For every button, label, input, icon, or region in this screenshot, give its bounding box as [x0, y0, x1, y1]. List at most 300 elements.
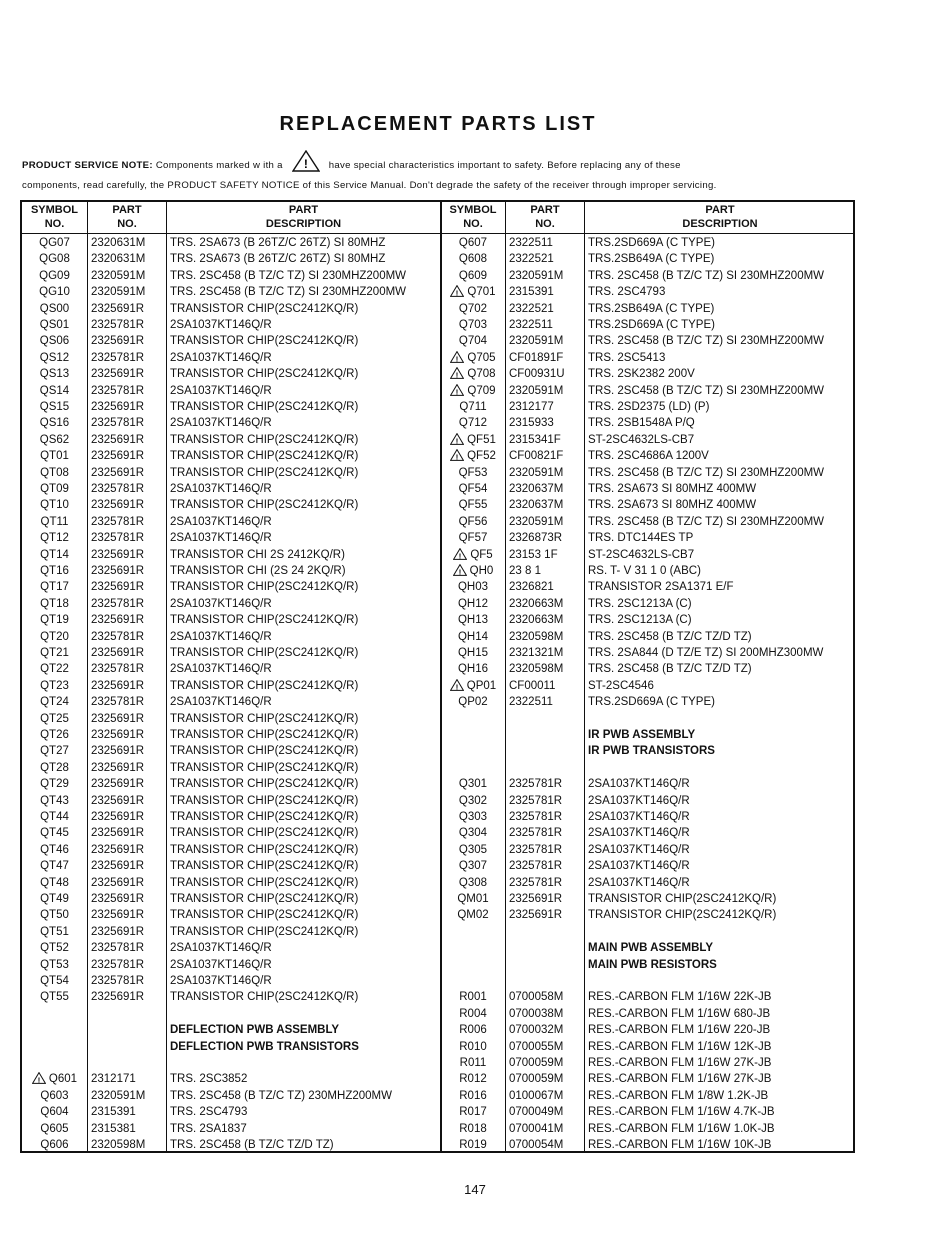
part-no-cell: 2322511: [509, 696, 553, 709]
part-no-cell: 2325691R: [91, 909, 145, 922]
part-no-cell: 2325781R: [91, 384, 145, 397]
part-no-cell: 2325691R: [91, 368, 145, 381]
svg-text:!: !: [456, 354, 459, 363]
symbol-cell: [441, 1121, 505, 1137]
symbol-text: QS06: [39, 335, 70, 348]
part-no-cell: 2325781R: [91, 597, 145, 610]
symbol-text: QG07: [39, 237, 70, 249]
table-row: [22, 825, 853, 841]
part-no-cell: 2325781R: [91, 319, 145, 331]
table-row: [22, 366, 853, 382]
table-row: [22, 383, 853, 399]
description-cell: 2SA1037KT146Q/R: [170, 483, 272, 495]
symbol-text: QM02: [457, 909, 489, 922]
symbol-text: QT12: [40, 532, 69, 545]
symbol-text: QT25: [40, 712, 69, 725]
description-cell: 2SA1037KT146Q/R: [588, 843, 690, 856]
description-cell: 2SA1037KT146Q/R: [170, 597, 272, 610]
symbol-text: QT50: [40, 909, 69, 922]
section-heading: DEFLECTION PWB TRANSISTORS: [170, 1040, 359, 1053]
note-label: PRODUCT SERVICE NOTE:: [22, 160, 153, 171]
symbol-text: QG10: [39, 286, 70, 299]
part-no-cell: 2325691R: [91, 860, 145, 873]
part-no-cell: 2325691R: [91, 581, 145, 594]
table-row: [22, 678, 853, 694]
description-cell: TRANSISTOR CHIP(2SC2412KQ/R): [170, 647, 359, 659]
header-symbol-no-right: SYMBOL NO.: [449, 204, 497, 230]
part-no-cell: 0700054M: [509, 1139, 564, 1151]
symbol-text: QS62: [39, 433, 70, 446]
part-no-cell: 2325691R: [91, 827, 145, 840]
table-row: [22, 1071, 853, 1087]
symbol-text: Q708: [467, 368, 496, 381]
symbol-text: QF53: [458, 466, 488, 479]
symbol-text: QH16: [457, 663, 489, 676]
table-row: [22, 1055, 853, 1071]
description-cell: RES.-CARBON FLM 1/16W 10K-JB: [588, 1139, 772, 1151]
symbol-text: QT17: [40, 581, 69, 594]
description-cell: TRS. 2SC3852: [170, 1073, 248, 1086]
table-row: [22, 268, 853, 284]
table-row: [22, 465, 853, 481]
symbol-cell: [441, 776, 505, 792]
description-cell: TRANSISTOR CHIP(2SC2412KQ/R): [170, 794, 359, 807]
symbol-text: R017: [459, 1106, 487, 1119]
symbol-text: R001: [459, 991, 487, 1004]
part-no-cell: 0700049M: [509, 1106, 564, 1119]
description-cell: TRANSISTOR 2SA1371 E/F: [588, 581, 734, 594]
part-no-cell: 2325781R: [509, 827, 563, 840]
table-row: [22, 514, 853, 530]
symbol-text: Q609: [458, 269, 488, 282]
part-no-cell: 2325691R: [91, 450, 145, 463]
description-cell: 2SA1037KT146Q/R: [588, 794, 690, 807]
note-line-2: components, read carefully, the PRODUCT SAFETY NOTICE of this Service Manual. Don't degrade the safety of the receiver through improper servicing.: [22, 180, 717, 191]
symbol-text: QS16: [39, 417, 70, 430]
symbol-cell: [441, 612, 505, 628]
symbol-cell: [441, 497, 505, 513]
symbol-text: QT28: [40, 761, 69, 774]
table-row: [22, 1137, 853, 1153]
description-cell: 2SA1037KT146Q/R: [170, 975, 272, 987]
symbol-text: QS15: [39, 401, 70, 413]
section-heading: DEFLECTION PWB ASSEMBLY: [170, 1024, 340, 1037]
symbol-cell: [441, 399, 505, 415]
part-no-cell: CF00011: [509, 679, 556, 692]
table-row: [22, 563, 853, 579]
section-heading: MAIN PWB RESISTORS: [588, 958, 717, 971]
part-no-cell: 2325691R: [91, 761, 145, 774]
description-cell: 2SA1037KT146Q/R: [588, 778, 690, 791]
symbol-text: Q606: [40, 1139, 69, 1151]
symbol-cell: [441, 1055, 505, 1071]
part-no-cell: 2320598M: [509, 630, 564, 643]
table-row: [22, 481, 853, 497]
part-no-cell: 2325781R: [509, 778, 563, 791]
description-cell: RES.-CARBON FLM 1/16W 27K-JB: [588, 1057, 772, 1069]
description-cell: TRANSISTOR CHIP(2SC2412KQ/R): [170, 745, 359, 758]
description-cell: TRS. 2SC458 (B TZ/C TZ/D TZ): [588, 663, 752, 676]
description-cell: TRS. 2SC458 (B TZ/C TZ) SI 230MHZ200MW: [588, 384, 825, 397]
part-no-cell: 2320631M: [91, 253, 146, 266]
description-cell: TRANSISTOR CHI (2S 24 2KQ/R): [170, 565, 346, 577]
description-cell: TRS. 2SA673 SI 80MHZ 400MW: [588, 499, 757, 512]
svg-text:!: !: [459, 550, 462, 560]
description-cell: TRANSISTOR CHIP(2SC2412KQ/R): [170, 827, 359, 840]
description-cell: TRANSISTOR CHIP(2SC2412KQ/R): [170, 925, 359, 938]
table-row: [22, 776, 853, 792]
description-cell: TRS. 2SK2382 200V: [588, 368, 695, 381]
symbol-cell: [441, 842, 505, 858]
symbol-text: QT43: [40, 794, 69, 807]
part-no-cell: CF00821F: [509, 450, 564, 463]
symbol-text: QT01: [40, 450, 69, 463]
description-cell: TRANSISTOR CHIP(2SC2412KQ/R): [170, 466, 359, 479]
symbol-text: QG09: [39, 269, 70, 282]
table-row: [22, 350, 853, 366]
table-row: [22, 612, 853, 628]
part-no-cell: 23 8 1: [509, 565, 541, 577]
safety-warning-triangle-icon: [450, 449, 464, 461]
table-row: [22, 547, 853, 563]
table-row: [22, 333, 853, 349]
part-no-cell: 2325781R: [509, 794, 563, 807]
section-heading: IR PWB ASSEMBLY: [588, 729, 696, 741]
description-cell: ST-2SC4632LS-CB7: [588, 548, 695, 561]
symbol-text: QT24: [40, 696, 69, 709]
part-no-cell: 2325781R: [509, 876, 563, 889]
symbol-text: QT46: [40, 843, 69, 856]
part-no-cell: 2320591M: [509, 269, 564, 282]
description-cell: ST-2SC4546: [588, 679, 654, 692]
part-no-cell: 2325691R: [91, 302, 145, 315]
part-no-cell: 2325691R: [91, 565, 145, 577]
page-title: REPLACEMENT PARTS LIST: [279, 113, 597, 135]
table-row: [22, 809, 853, 825]
svg-text:!: !: [455, 436, 459, 445]
description-cell: TRS. 2SB1548A P/Q: [588, 417, 695, 430]
part-no-cell: 2312177: [509, 401, 554, 413]
header-part-no: PART NO.: [112, 204, 142, 230]
safety-warning-triangle-icon: [450, 367, 464, 379]
table-row: [22, 661, 853, 677]
table-row: [22, 957, 853, 973]
symbol-text: Q301: [458, 778, 488, 791]
part-no-cell: 2325691R: [91, 729, 145, 741]
description-cell: 2SA1037KT146Q/R: [170, 696, 272, 709]
part-no-cell: 2320637M: [509, 499, 564, 512]
table-row: [22, 760, 853, 776]
part-no-cell: 2322521: [509, 302, 554, 315]
symbol-text: QP02: [458, 696, 488, 709]
description-cell: TRANSISTOR CHIP(2SC2412KQ/R): [170, 302, 359, 315]
symbol-text: R019: [459, 1139, 487, 1151]
part-no-cell: 2325781R: [91, 417, 145, 430]
table-row: [22, 399, 853, 415]
part-no-cell: CF00931U: [509, 368, 565, 381]
part-no-cell: 2325781R: [509, 811, 563, 823]
symbol-cell: [441, 268, 505, 284]
symbol-cell: [441, 432, 505, 448]
symbol-cell: [441, 481, 505, 497]
symbol-cell: [441, 1039, 505, 1055]
symbol-cell: [441, 875, 505, 891]
description-cell: 2SA1037KT146Q/R: [170, 630, 272, 643]
symbol-text: QT45: [40, 827, 69, 840]
description-cell: RES.-CARBON FLM 1/16W 1.0K-JB: [588, 1122, 775, 1135]
description-cell: TRANSISTOR CHIP(2SC2412KQ/R): [170, 433, 359, 446]
symbol-text: QF56: [458, 515, 488, 528]
safety-warning-triangle-icon: [450, 384, 464, 396]
symbol-text: QS13: [39, 368, 70, 381]
part-no-cell: 2320591M: [91, 1089, 146, 1102]
header-part-description-right: PART DESCRIPTION: [682, 204, 758, 230]
symbol-text: QT47: [40, 860, 69, 873]
symbol-text: Q709: [467, 384, 496, 397]
symbol-text: QH0: [469, 565, 494, 577]
symbol-text: Q305: [458, 843, 488, 856]
symbol-text: QT29: [40, 778, 69, 791]
symbol-cell: [441, 825, 505, 841]
symbol-text: R016: [459, 1089, 487, 1102]
symbol-cell: [441, 317, 505, 333]
part-no-cell: 2320591M: [509, 466, 564, 479]
table-row: [22, 530, 853, 546]
symbol-text: Q607: [458, 237, 488, 249]
part-no-cell: 2312171: [91, 1073, 136, 1086]
table-row: [22, 907, 853, 923]
part-no-cell: 2325691R: [91, 893, 145, 905]
part-no-cell: 0700032M: [509, 1024, 564, 1037]
symbol-cell: [441, 1137, 505, 1153]
description-cell: TRS. 2SA673 (B 26TZ/C 26TZ) SI 80MHZ: [170, 253, 386, 266]
part-no-cell: 2320591M: [509, 335, 564, 348]
symbol-cell: [441, 661, 505, 677]
symbol-cell: [441, 629, 505, 645]
description-cell: TRS. 2SC458 (B TZ/C TZ) SI 230MHZ200MW: [588, 335, 825, 348]
table-row: [22, 989, 853, 1005]
symbol-text: R018: [459, 1122, 487, 1135]
description-cell: 2SA1037KT146Q/R: [170, 663, 272, 676]
description-cell: TRANSISTOR CHIP(2SC2412KQ/R): [170, 909, 359, 922]
symbol-text: QT11: [40, 515, 69, 528]
note-text-pre: Components marked w ith a: [155, 160, 283, 171]
symbol-cell: [441, 596, 505, 612]
part-no-cell: 0700038M: [509, 1007, 564, 1020]
symbol-cell: [441, 1071, 505, 1087]
symbol-text: QT18: [40, 597, 69, 610]
svg-text:!: !: [37, 1075, 41, 1085]
table-row: [22, 875, 853, 891]
part-no-cell: 2325781R: [509, 860, 563, 873]
part-no-cell: CF01891F: [509, 351, 564, 364]
symbol-text: QT19: [40, 614, 69, 627]
symbol-text: QT44: [40, 811, 69, 823]
table-row: [22, 711, 853, 727]
table-row: [22, 579, 853, 595]
symbol-cell: [441, 448, 505, 464]
symbol-cell: [441, 465, 505, 481]
symbol-cell: [441, 333, 505, 349]
table-row: [22, 645, 853, 661]
symbol-cell: [441, 383, 505, 399]
page-number: 147: [464, 1182, 486, 1197]
description-cell: TRS. DTC144ES TP: [588, 532, 694, 545]
part-no-cell: 2325781R: [91, 663, 145, 676]
table-row: [22, 448, 853, 464]
description-cell: 2SA1037KT146Q/R: [170, 417, 272, 430]
symbol-cell: [441, 645, 505, 661]
part-no-cell: 2320663M: [509, 597, 564, 610]
description-cell: TRS. 2SA844 (D TZ/E TZ) SI 200MHZ300MW: [588, 647, 824, 659]
description-cell: TRS.2SD669A (C TYPE): [588, 319, 715, 331]
symbol-text: Q701: [467, 286, 496, 299]
part-no-cell: 2325691R: [509, 893, 563, 905]
part-no-cell: 2325691R: [91, 794, 145, 807]
symbol-cell: [441, 284, 505, 300]
header-part-no-right: PART NO.: [530, 204, 560, 230]
part-no-cell: 0100067M: [509, 1089, 564, 1102]
description-cell: TRS.2SD669A (C TYPE): [588, 237, 715, 249]
svg-text:!: !: [455, 452, 459, 462]
symbol-text: QT20: [40, 630, 69, 643]
symbol-text: QF51: [467, 433, 496, 446]
part-no-cell: 2315391: [91, 1106, 136, 1119]
part-no-cell: 2325781R: [91, 942, 145, 955]
table-row: [22, 235, 853, 251]
safety-warning-triangle-icon: [292, 150, 320, 178]
symbol-cell: [441, 301, 505, 317]
symbol-text: QT26: [40, 729, 69, 741]
table-row: [22, 251, 853, 267]
description-cell: TRS. 2SC458 (B TZ/C TZ/D TZ): [588, 630, 752, 643]
description-cell: TRANSISTOR CHIP(2SC2412KQ/R): [588, 893, 777, 905]
symbol-text: Q711: [459, 401, 487, 413]
symbol-text: QT54: [40, 975, 69, 987]
part-no-cell: 2326873R: [509, 532, 563, 545]
symbol-text: R012: [459, 1073, 487, 1086]
part-no-cell: 2320598M: [91, 1139, 146, 1151]
part-no-cell: 0700041M: [509, 1122, 564, 1135]
part-no-cell: 2325691R: [91, 466, 145, 479]
safety-warning-triangle-icon: [450, 679, 464, 691]
symbol-text: QT49: [40, 893, 69, 905]
description-cell: TRANSISTOR CHIP(2SC2412KQ/R): [170, 712, 359, 725]
description-cell: TRANSISTOR CHIP(2SC2412KQ/R): [170, 761, 359, 774]
symbol-text: Q603: [40, 1089, 69, 1102]
part-no-cell: 2320631M: [91, 237, 146, 249]
symbol-text: QT23: [40, 679, 69, 692]
part-no-cell: 0700059M: [509, 1073, 564, 1086]
safety-warning-triangle-icon: [450, 433, 464, 445]
symbol-text: Q308: [458, 876, 488, 889]
symbol-text: R006: [459, 1024, 487, 1037]
description-cell: 2SA1037KT146Q/R: [170, 351, 272, 364]
part-no-cell: 2315391: [509, 286, 554, 299]
table-row: [22, 973, 853, 989]
symbol-text: Q702: [458, 302, 488, 315]
table-row: [22, 1006, 853, 1022]
safety-warning-triangle-icon: [450, 351, 464, 363]
symbol-text: QT53: [40, 958, 69, 971]
symbol-text: QT51: [40, 925, 69, 938]
symbol-cell: [441, 809, 505, 825]
svg-text:!: !: [303, 157, 308, 171]
part-no-cell: 2325691R: [91, 433, 145, 446]
description-cell: TRANSISTOR CHIP(2SC2412KQ/R): [170, 368, 359, 381]
description-cell: TRS. 2SC458 (B TZ/C TZ) SI 230MHZ200MW: [588, 466, 825, 479]
table-row: [22, 727, 853, 743]
symbol-text: Q302: [458, 794, 488, 807]
svg-text:!: !: [456, 370, 459, 380]
description-cell: TRS. 2SA673 (B 26TZ/C 26TZ) SI 80MHZ: [170, 237, 386, 249]
part-no-cell: 2321321M: [509, 647, 564, 659]
symbol-text: Q712: [458, 417, 488, 430]
part-no-cell: 2325691R: [91, 991, 145, 1004]
symbol-text: QS00: [39, 302, 70, 315]
symbol-text: QF54: [458, 483, 488, 495]
part-no-cell: 0700059M: [509, 1057, 564, 1069]
part-no-cell: 2325691R: [91, 614, 145, 627]
symbol-text: Q704: [458, 335, 488, 348]
symbol-cell: [441, 350, 505, 366]
part-no-cell: 2325691R: [91, 925, 145, 938]
description-cell: TRANSISTOR CHIP(2SC2412KQ/R): [170, 729, 359, 741]
table-row: [22, 596, 853, 612]
part-no-cell: 2322511: [509, 237, 553, 249]
description-cell: TRANSISTOR CHI 2S 2412KQ/R): [170, 548, 345, 561]
part-no-cell: 2325781R: [91, 351, 145, 364]
description-cell: TRANSISTOR CHIP(2SC2412KQ/R): [170, 679, 359, 692]
table-row: [22, 497, 853, 513]
symbol-text: QP01: [466, 679, 497, 692]
part-no-cell: 2322521: [509, 253, 554, 266]
symbol-text: QT22: [40, 663, 69, 676]
part-no-cell: 0700058M: [509, 991, 564, 1004]
part-no-cell: 2325781R: [91, 515, 145, 528]
symbol-text: QF57: [458, 532, 488, 545]
symbol-text: QT08: [40, 466, 69, 479]
description-cell: 2SA1037KT146Q/R: [170, 958, 272, 971]
section-heading: IR PWB TRANSISTORS: [588, 745, 715, 758]
description-cell: 2SA1037KT146Q/R: [170, 532, 272, 545]
part-no-cell: 2325691R: [91, 811, 145, 823]
description-cell: TRS. 2SA1837: [170, 1122, 247, 1135]
description-cell: TRANSISTOR CHIP(2SC2412KQ/R): [170, 450, 359, 463]
part-no-cell: 2325691R: [509, 909, 563, 922]
symbol-cell: [441, 1022, 505, 1038]
symbol-text: Q608: [458, 253, 488, 266]
svg-text:!: !: [458, 567, 461, 576]
part-no-cell: 2325691R: [91, 335, 145, 348]
description-cell: TRANSISTOR CHIP(2SC2412KQ/R): [170, 335, 359, 348]
table-row: [22, 432, 853, 448]
description-cell: RES.-CARBON FLM 1/16W 27K-JB: [588, 1073, 772, 1086]
part-no-cell: 2325781R: [91, 532, 145, 545]
table-row: [22, 1104, 853, 1120]
symbol-cell: [441, 563, 505, 579]
header-part-description: PART DESCRIPTION: [265, 204, 342, 230]
description-cell: TRS. 2SC458 (B TZ/C TZ) SI 230MHZ200MW: [588, 515, 825, 528]
part-no-cell: 2320591M: [509, 384, 564, 397]
description-cell: RES.-CARBON FLM 1/16W 22K-JB: [588, 991, 772, 1004]
symbol-text: Q604: [40, 1106, 69, 1119]
symbol-text: QT10: [40, 499, 69, 512]
symbol-cell: [441, 891, 505, 907]
table-row: [22, 743, 853, 759]
description-cell: TRS. 2SC458 (B TZ/C TZ/D TZ): [170, 1139, 334, 1151]
part-no-cell: 2325691R: [91, 548, 145, 561]
